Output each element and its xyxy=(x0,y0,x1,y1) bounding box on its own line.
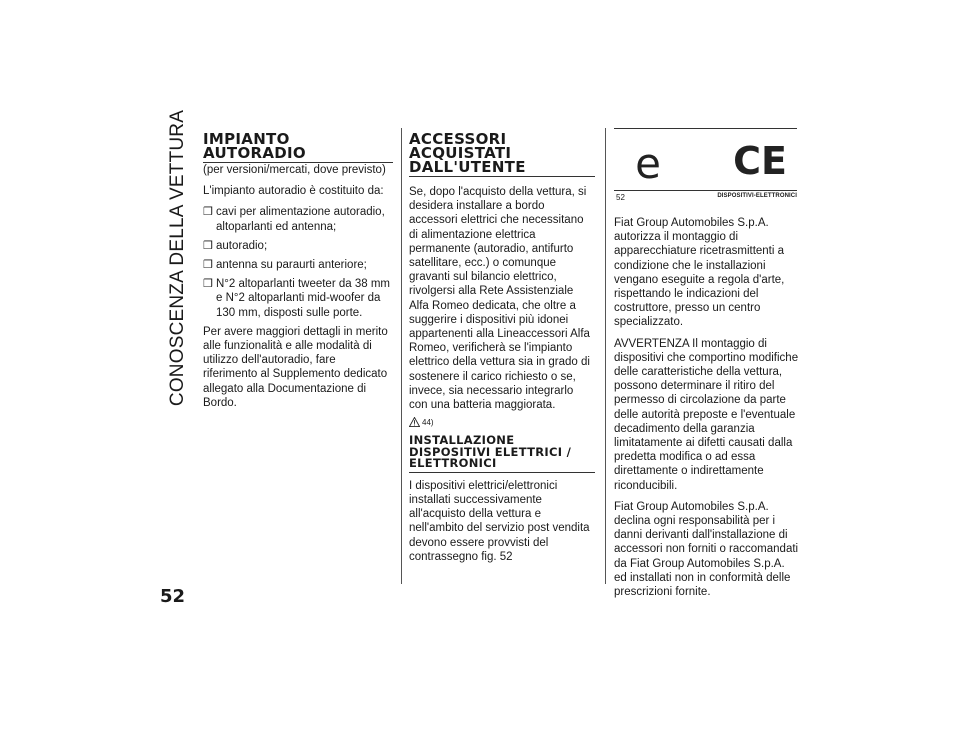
details-paragraph: Per avere maggiori dettagli in merito alle funzionalità e alle modalità di utilizzo dell'autoradio, fare riferimento al Supplemento dedicato allegato alla Documentazione di Bordo. xyxy=(203,325,388,409)
disclaimer-paragraph: Fiat Group Automobiles S.p.A. declina ogni responsabilità per i danni derivanti dall'installazione di accessori non forniti o raccomandati da Fiat Group Automobiles S.p.A. ed installati non in conformità delle prescrizioni fornite. xyxy=(614,500,799,599)
ce-mark-icon xyxy=(732,141,788,179)
checkbox-bullet-icon: ❒ xyxy=(203,206,213,219)
warning-paragraph: AVVERTENZA Il montaggio di dispositivi che comportino modifiche delle caratteristiche della vettura, possono determinare il ritiro del permesso di circolazione da parte delle autorità preposte e l'eventuale decadimento della garanzia limitatamente ai difetti causati dalla predetta modifica o ad essa direttamente o indirettamente riconducibili. xyxy=(614,337,799,492)
warning-ref-text: 44) xyxy=(422,417,434,427)
checkbox-bullet-icon: ❒ xyxy=(203,278,213,291)
list-item: ❒ autoradio; xyxy=(203,239,268,252)
figure-number: 52 xyxy=(616,193,625,202)
column-autoradio xyxy=(203,128,393,417)
svg-text:e: e xyxy=(635,145,661,185)
availability-note: (per versioni/mercati, dove previsto) xyxy=(203,164,386,176)
figure-52 xyxy=(614,128,797,204)
accessori-paragraph: Se, dopo l'acquisto della vettura, si desidera installare a bordo accessori elettrici che necessitano di alimentazione elettrica permanente (autoradio, antifurto satellitare, ecc.) o comunque gravanti sul bilancio elettrico, rivolgersi alla Rete Assistenziale Alfa Romeo dedicata, che oltre a suggerire i dispositivi più idonei appartenenti alla Lineaccessori Alfa Romeo, verificherà se l'impianto elettrico della vettura sia in grado di sostenere il carico richiesto o se, invece, sia necessario integrarlo con una batteria maggiorata. xyxy=(409,186,590,412)
heading-impianto-autoradio: IMPIANTO AUTORADIO xyxy=(203,132,393,163)
checkbox-bullet-icon: ❒ xyxy=(203,239,213,252)
figure-code: DISPOSITIVI-ELETTRONICI xyxy=(717,193,797,199)
page-number: 52 xyxy=(160,586,186,607)
warning-reference xyxy=(409,417,595,427)
column-accessori xyxy=(409,128,595,571)
installazione-paragraph: I dispositivi elettrici/elettronici installati successivamente all'acquisto della vettura e nell'ambito del servizio post vendita devono essere provvisti del contrassegno fig. 52 xyxy=(409,479,590,563)
list-item: ❒ cavi per alimentazione autoradio, altoparlanti ed antenna; xyxy=(203,206,385,233)
components-list xyxy=(203,205,393,319)
figure-caption-rule xyxy=(614,190,797,191)
authorization-paragraph: Fiat Group Automobiles S.p.A. autorizza il montaggio di apparecchiature ricetrasmittenti a condizione che le installazioni vengano eseguite a regola d'arte, rispettando le indicazioni del costruttore, presso un centro specializzato. xyxy=(614,217,785,329)
list-item: ❒ N°2 altoparlanti tweeter da 38 mm e N°2 altoparlanti mid-woofer da 130 mm, disposti sulle porte. xyxy=(203,278,390,319)
warning-triangle-icon xyxy=(409,417,420,427)
intro-paragraph: L'impianto autoradio è costituito da: xyxy=(203,185,384,198)
checkbox-bullet-icon: ❒ xyxy=(203,259,213,272)
heading-accessori: ACCESSORI ACQUISTATI DALL'UTENTE xyxy=(409,132,595,177)
heading-installazione: INSTALLAZIONE DISPOSITIVI ELETTRICI / ELETTRONICI xyxy=(409,435,595,473)
section-sidebar-title xyxy=(163,109,193,406)
section-title-text: CONOSCENZA DELLA VETTURA xyxy=(167,109,189,406)
list-item: ❒ antenna su paraurti anteriore; xyxy=(203,259,367,272)
column-divider-1 xyxy=(401,128,402,584)
e-mark-icon xyxy=(628,145,668,185)
svg-text:CE: CE xyxy=(733,141,787,179)
column-conformita xyxy=(614,128,800,606)
column-divider-2 xyxy=(605,128,606,584)
